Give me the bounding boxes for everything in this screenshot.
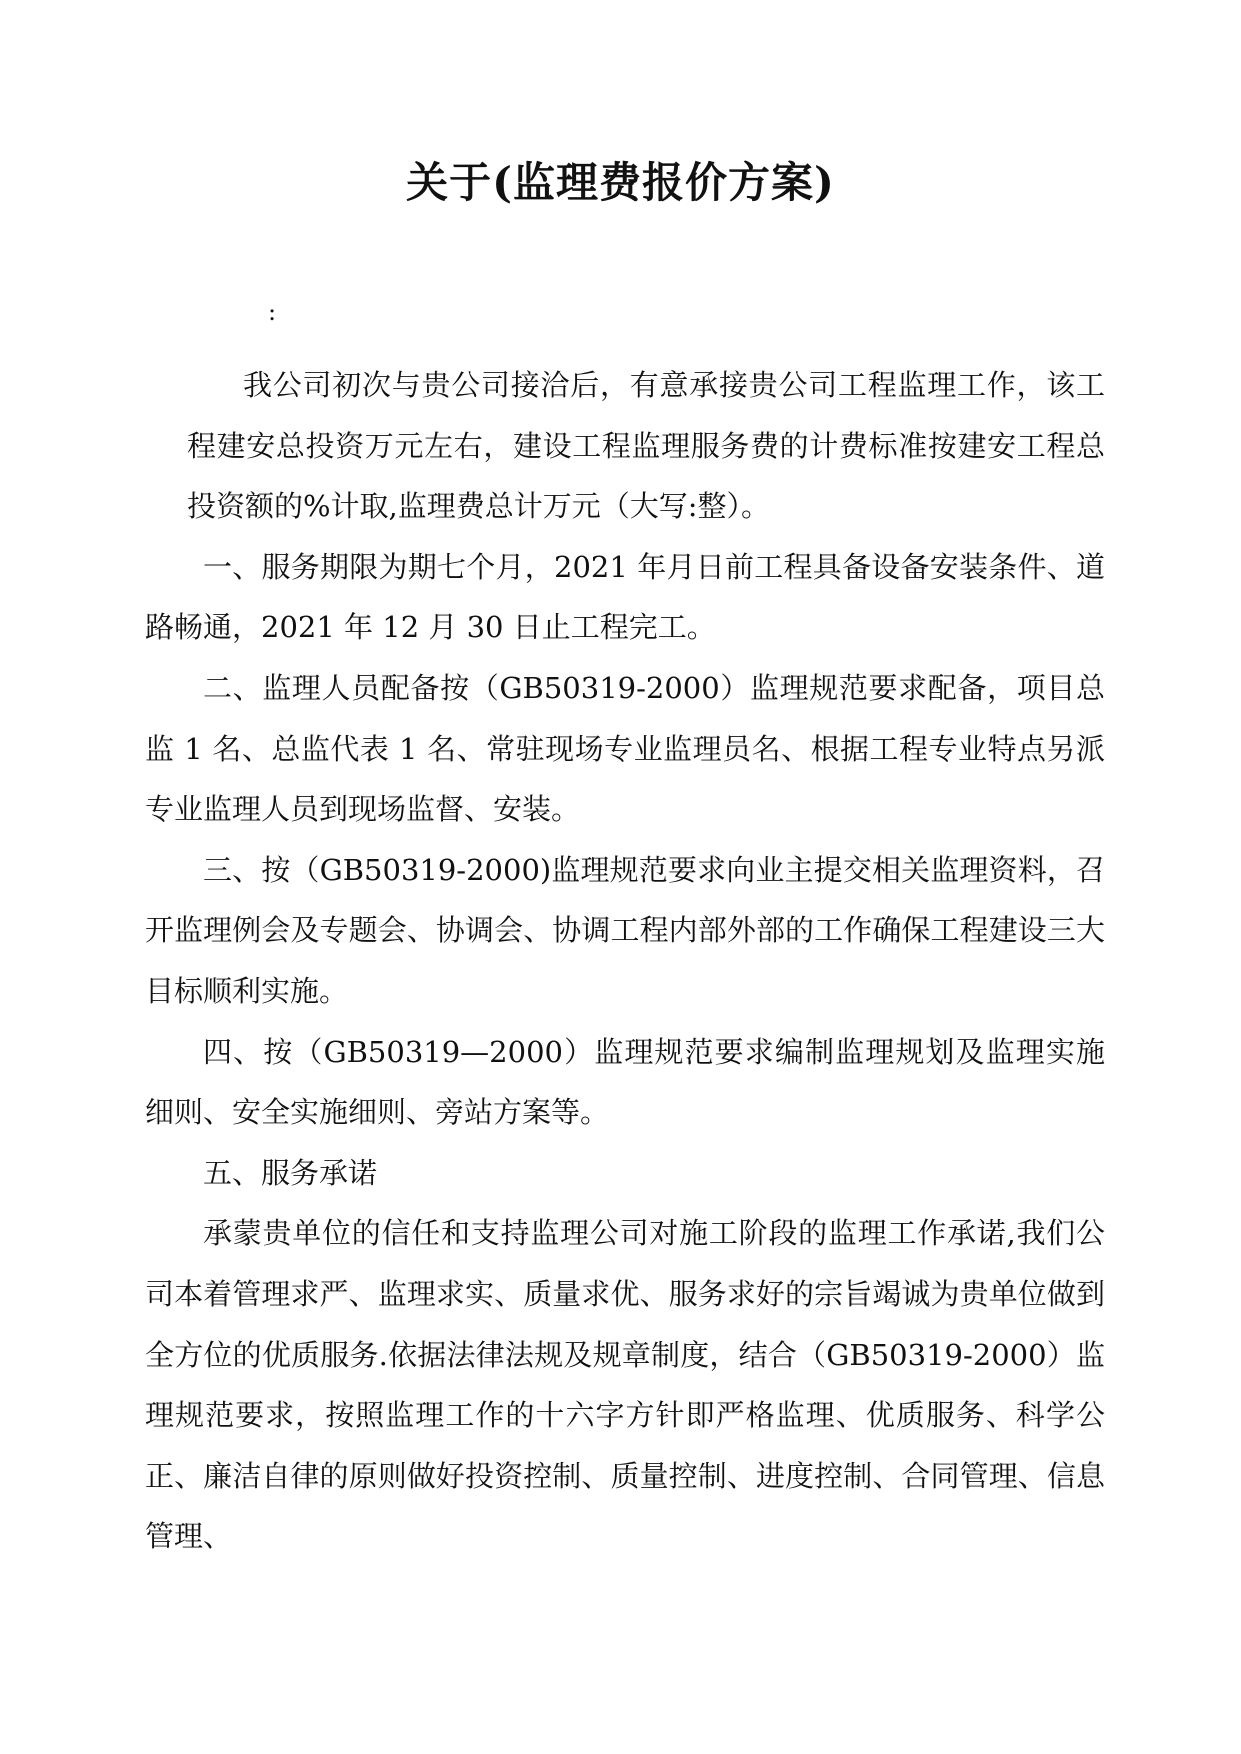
item-documentation: 三、按（GB50319-2000)监理规范要求向业主提交相关监理资料，召开监理例会及专题会、协调会、协调工程内部外部的工作确保工程建设三大目标顺利实施。	[145, 852, 1105, 1008]
item-planning: 四、按（GB50319—2000）监理规范要求编制监理规划及监理实施细则、安全实施细则、旁站方案等。	[145, 1034, 1105, 1130]
intro-paragraph: 我公司初次与贵公司接洽后，有意承接贵公司工程监理工作，该工程建安总投资万元左右，建设工程监理服务费的计费标准按建安工程总投资额的%计取,监理费总计万元（大写:整）。	[187, 368, 1105, 524]
salutation: :	[268, 298, 277, 326]
item-staffing: 二、监理人员配备按（GB50319-2000）监理规范要求配备，项目总监 1 名、总监代表 1 名、常驻现场专业监理员名、根据工程专业特点另派专业监理人员到现场监督、安装。	[145, 670, 1105, 827]
document-body	[145, 355, 1105, 1567]
item-service-period: 一、服务期限为期七个月，2021 年月日前工程具备设备安装条件、道路畅通，2021 年 12 月 30 日止工程完工。	[145, 549, 1105, 645]
document-title: 关于(监理费报价方案)	[406, 158, 835, 207]
item-service-commitment-heading: 五、服务承诺	[203, 1155, 378, 1190]
item-service-commitment-text: 承蒙贵单位的信任和支持监理公司对施工阶段的监理工作承诺,我们公司本着管理求严、监理求实、质量求优、服务求好的宗旨竭诚为贵单位做到全方位的优质服务.依据法律法规及规章制度，结合（GB50319-2000）监理规范要求，按照监理工作的十六字方针即严格监理、优质服务、科学公正、廉洁自律的原则做好投资控制、质量控制、进度控制、合同管理、信息管理、	[145, 1216, 1105, 1554]
